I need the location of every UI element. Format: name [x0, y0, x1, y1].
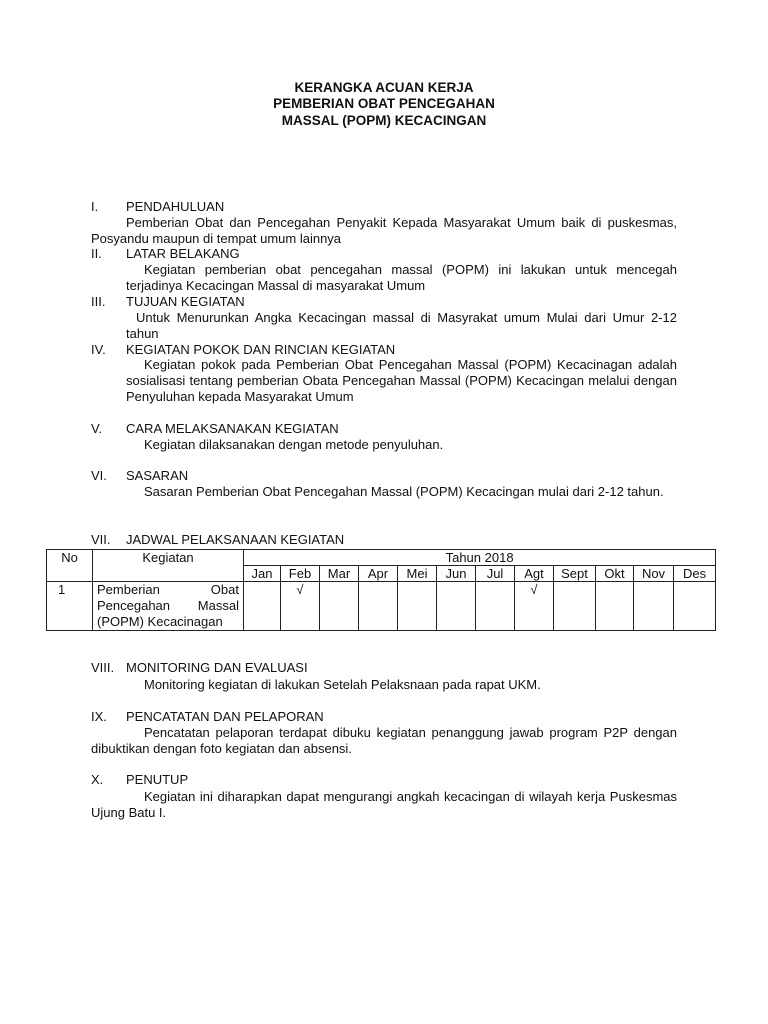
- month-header: Jan: [244, 566, 281, 582]
- section-body: Kegiatan ini diharapkan dapat mengurangi angkah kecacingan di wilayah kerja Puskesmas Ujung Batu I.: [91, 789, 677, 820]
- checkmark-icon: √: [281, 582, 320, 631]
- section-heading: MONITORING DAN EVALUASI: [126, 660, 308, 675]
- section-body: Pemberian Obat dan Pencegahan Penyakit Kepada Masyarakat Umum baik di puskesmas, Posyandu maupun di tempat umum lainnya: [91, 215, 677, 246]
- month-header: Sept: [554, 566, 596, 582]
- section-number: VII.: [91, 532, 111, 547]
- month-header: Mar: [320, 566, 359, 582]
- section-heading: KEGIATAN POKOK DAN RINCIAN KEGIATAN: [126, 342, 396, 357]
- title-line-1: KERANGKA ACUAN KERJA: [294, 80, 474, 95]
- month-header: Agt: [515, 566, 554, 582]
- month-cell: [320, 582, 359, 631]
- title-line-2: PEMBERIAN OBAT PENCEGAHAN: [273, 96, 495, 111]
- section-number: III.: [91, 294, 106, 309]
- month-header: Feb: [281, 566, 320, 582]
- section-heading: LATAR BELAKANG: [126, 246, 240, 261]
- month-header: Jul: [476, 566, 515, 582]
- section-heading: PENDAHULUAN: [126, 199, 225, 214]
- section-number: VIII.: [91, 660, 115, 675]
- kegiatan-line: Pencegahan Massal: [97, 598, 239, 613]
- month-header: Des: [674, 566, 716, 582]
- section-body: Kegiatan dilaksanakan dengan metode penyuluhan.: [144, 437, 444, 452]
- section-body: Monitoring kegiatan di lakukan Setelah Pelaksnaan pada rapat UKM.: [144, 677, 541, 692]
- schedule-table: [46, 549, 716, 631]
- table-header-row: [47, 550, 716, 566]
- header-kegiatan: Kegiatan: [93, 550, 244, 582]
- section-number: II.: [91, 246, 102, 261]
- section-heading: CARA MELAKSANAKAN KEGIATAN: [126, 421, 339, 436]
- table-row: [47, 582, 716, 631]
- header-year: Tahun 2018: [244, 550, 716, 566]
- month-header: Okt: [596, 566, 634, 582]
- kegiatan-line: (POPM) Kecacinagan: [97, 614, 223, 629]
- kegiatan-line: Pemberian Obat: [97, 582, 239, 597]
- row-kegiatan: [93, 582, 244, 631]
- checkmark-icon: √: [515, 582, 554, 631]
- header-no: No: [47, 550, 93, 582]
- month-header: Nov: [634, 566, 674, 582]
- section-body: Sasaran Pemberian Obat Pencegahan Massal (POPM) Kecacingan mulai dari 2-12 tahun.: [144, 484, 664, 499]
- section-number: IX.: [91, 709, 107, 724]
- month-header: Jun: [437, 566, 476, 582]
- section-heading: PENCATATAN DAN PELAPORAN: [126, 709, 324, 724]
- section-number: IV.: [91, 342, 106, 357]
- section-heading: SASARAN: [126, 468, 189, 483]
- section-number: V.: [91, 421, 103, 436]
- title-line-3: MASSAL (POPM) KECACINGAN: [281, 113, 487, 128]
- month-cell: [476, 582, 515, 631]
- month-cell: [359, 582, 398, 631]
- month-cell: [244, 582, 281, 631]
- section-heading: JADWAL PELAKSANAAN KEGIATAN: [126, 532, 345, 547]
- month-cell: [596, 582, 634, 631]
- month-cell: [554, 582, 596, 631]
- section-heading: TUJUAN KEGIATAN: [126, 294, 245, 309]
- section-number: VI.: [91, 468, 107, 483]
- section-number: X.: [91, 772, 104, 787]
- section-heading: PENUTUP: [126, 772, 189, 787]
- month-cell: [634, 582, 674, 631]
- month-cell: [398, 582, 437, 631]
- section-body: Untuk Menurunkan Angka Kecacingan massal di Masyrakat umum Mulai dari Umur 2-12 tahun: [126, 310, 677, 341]
- month-cell: [674, 582, 716, 631]
- section-number: I.: [91, 199, 99, 214]
- month-cell: [437, 582, 476, 631]
- section-body: Kegiatan pemberian obat pencegahan massal (POPM) ini lakukan untuk mencegah terjadinya Kecacingan Massal di masyarakat Umum: [126, 262, 677, 293]
- month-header: Apr: [359, 566, 398, 582]
- section-body: Kegiatan pokok pada Pemberian Obat Pencegahan Massal (POPM) Kecacinagan adalah sosialisasi tentang pemberian Obata Pencegahan Massal (POPM) Kecacingan melalui dengan Penyuluhan kepada Masyarakat Umum: [126, 357, 677, 404]
- row-number: 1: [47, 582, 93, 631]
- section-body: Pencatatan pelaporan terdapat dibuku kegiatan penanggung jawab program P2P dengan dibuktikan dengan foto kegiatan dan absensi.: [91, 725, 677, 756]
- month-header: Mei: [398, 566, 437, 582]
